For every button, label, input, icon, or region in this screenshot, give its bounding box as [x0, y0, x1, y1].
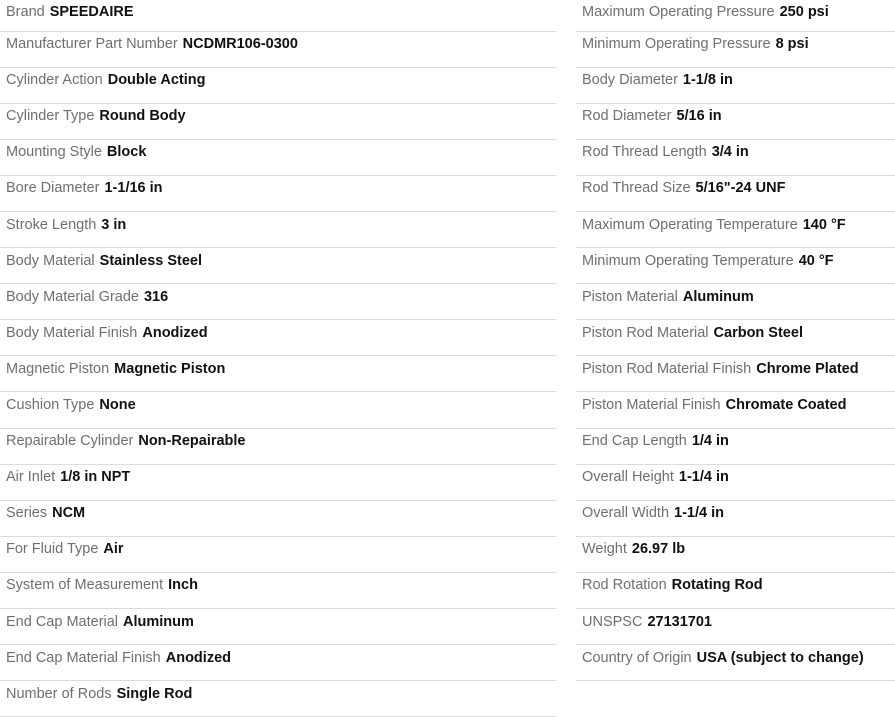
spec-label: Brand [6, 4, 45, 21]
spec-value: 27131701 [647, 613, 712, 630]
spec-value: Round Body [99, 108, 186, 125]
spec-label: Mounting Style [6, 144, 102, 161]
spec-row [0, 537, 556, 573]
spec-value: Anodized [165, 649, 231, 666]
spec-label: Cylinder Action [6, 72, 103, 89]
spec-row [576, 537, 895, 573]
spec-row [576, 32, 895, 68]
spec-label: Bore Diameter [6, 180, 100, 197]
spec-row [576, 104, 895, 140]
spec-label: Piston Material [582, 288, 678, 305]
spec-row [576, 176, 895, 212]
spec-value: Block [106, 144, 147, 161]
spec-row [0, 176, 556, 212]
spec-row [0, 392, 556, 428]
spec-label: Body Material [6, 252, 95, 269]
spec-row [576, 248, 895, 284]
spec-row [0, 32, 556, 68]
spec-row [576, 609, 895, 645]
spec-row [576, 320, 895, 356]
spec-value: Double Acting [107, 72, 206, 89]
spec-label: Rod Thread Size [582, 180, 691, 197]
spec-value: 1-1/8 in [682, 72, 733, 89]
spec-row [576, 465, 895, 501]
spec-row [576, 573, 895, 609]
spec-value: 8 psi [775, 36, 809, 53]
spec-row [0, 465, 556, 501]
spec-label: Piston Rod Material [582, 324, 709, 341]
spec-label: Manufacturer Part Number [6, 36, 178, 53]
spec-row [0, 248, 556, 284]
spec-value: 40 °F [798, 252, 834, 269]
spec-value: NCM [52, 505, 86, 522]
spec-value: Non-Repairable [138, 433, 246, 450]
spec-row [576, 0, 895, 32]
spec-value: 1-1/16 in [104, 180, 163, 197]
spec-value: Chrome Plated [756, 360, 859, 377]
spec-label: Magnetic Piston [6, 360, 110, 377]
spec-label: Cylinder Type [6, 108, 95, 125]
spec-label: Rod Rotation [582, 577, 667, 594]
spec-row [0, 501, 556, 537]
spec-value: NCDMR106-0300 [182, 36, 298, 53]
spec-value: 250 psi [779, 4, 829, 21]
spec-row [576, 392, 895, 428]
spec-label: Body Diameter [582, 72, 678, 89]
spec-row [0, 68, 556, 104]
spec-row [576, 212, 895, 248]
spec-value: 1-1/4 in [674, 505, 724, 522]
spec-value: 1/8 in NPT [60, 469, 131, 486]
spec-value: Air [103, 541, 124, 558]
spec-value: Single Rod [116, 685, 193, 702]
spec-row [576, 429, 895, 465]
spec-value: None [99, 396, 136, 413]
spec-label: Maximum Operating Temperature [582, 216, 798, 233]
spec-label: System of Measurement [6, 577, 164, 594]
spec-row [576, 356, 895, 392]
spec-value: 1-1/4 in [678, 469, 729, 486]
spec-value: SPEEDAIRE [49, 4, 134, 21]
spec-row [0, 320, 556, 356]
spec-label: Overall Width [582, 505, 670, 522]
spec-value: Inch [168, 577, 198, 594]
spec-label: UNSPSC [582, 613, 643, 630]
spec-label: Piston Material Finish [582, 396, 721, 413]
spec-row [0, 645, 556, 681]
spec-row [0, 429, 556, 465]
spec-label: Air Inlet [6, 469, 56, 486]
spec-row [576, 645, 895, 681]
spec-row [576, 68, 895, 104]
spec-value: Anodized [142, 324, 208, 341]
spec-label: Body Material Finish [6, 324, 138, 341]
spec-value: Chromate Coated [725, 396, 847, 413]
spec-row [0, 609, 556, 645]
spec-row [0, 284, 556, 320]
spec-label: End Cap Material Finish [6, 649, 161, 666]
spec-value: 1/4 in [691, 433, 729, 450]
spec-label: Minimum Operating Temperature [582, 252, 794, 269]
spec-label: Series [6, 505, 48, 522]
spec-value: 3/4 in [711, 144, 749, 161]
spec-label: Minimum Operating Pressure [582, 36, 771, 53]
spec-label: Stroke Length [6, 216, 97, 233]
spec-value: 26.97 lb [631, 541, 686, 558]
spec-label: Rod Thread Length [582, 144, 707, 161]
spec-value: Aluminum [123, 613, 194, 630]
spec-value: Aluminum [682, 288, 754, 305]
spec-row [0, 0, 556, 32]
spec-row [0, 681, 556, 717]
spec-label: For Fluid Type [6, 541, 99, 558]
spec-label: Number of Rods [6, 685, 112, 702]
spec-value: Carbon Steel [713, 324, 803, 341]
spec-label: Cushion Type [6, 396, 95, 413]
spec-label: Weight [582, 541, 627, 558]
spec-row [576, 501, 895, 537]
spec-label: Maximum Operating Pressure [582, 4, 775, 21]
spec-value: Rotating Rod [671, 577, 763, 594]
spec-row [0, 212, 556, 248]
spec-value: 5/16 in [676, 108, 722, 125]
spec-label: Overall Height [582, 469, 674, 486]
spec-label: Piston Rod Material Finish [582, 360, 752, 377]
spec-row [0, 573, 556, 609]
spec-label: Country of Origin [582, 649, 692, 666]
spec-row [576, 140, 895, 176]
spec-value: 316 [143, 288, 169, 305]
spec-value: Magnetic Piston [114, 360, 226, 377]
spec-row [0, 104, 556, 140]
spec-row [0, 356, 556, 392]
spec-value: 5/16"-24 UNF [695, 180, 786, 197]
spec-label: End Cap Material [6, 613, 119, 630]
spec-label: End Cap Length [582, 433, 687, 450]
spec-label: Repairable Cylinder [6, 433, 134, 450]
spec-value: 3 in [101, 216, 127, 233]
spec-value: USA (subject to change) [696, 649, 864, 666]
specs-column-right [576, 0, 895, 681]
spec-row [0, 140, 556, 176]
spec-value: Stainless Steel [99, 252, 203, 269]
spec-label: Body Material Grade [6, 288, 139, 305]
spec-value: 140 °F [802, 216, 846, 233]
spec-label: Rod Diameter [582, 108, 672, 125]
spec-row [576, 284, 895, 320]
